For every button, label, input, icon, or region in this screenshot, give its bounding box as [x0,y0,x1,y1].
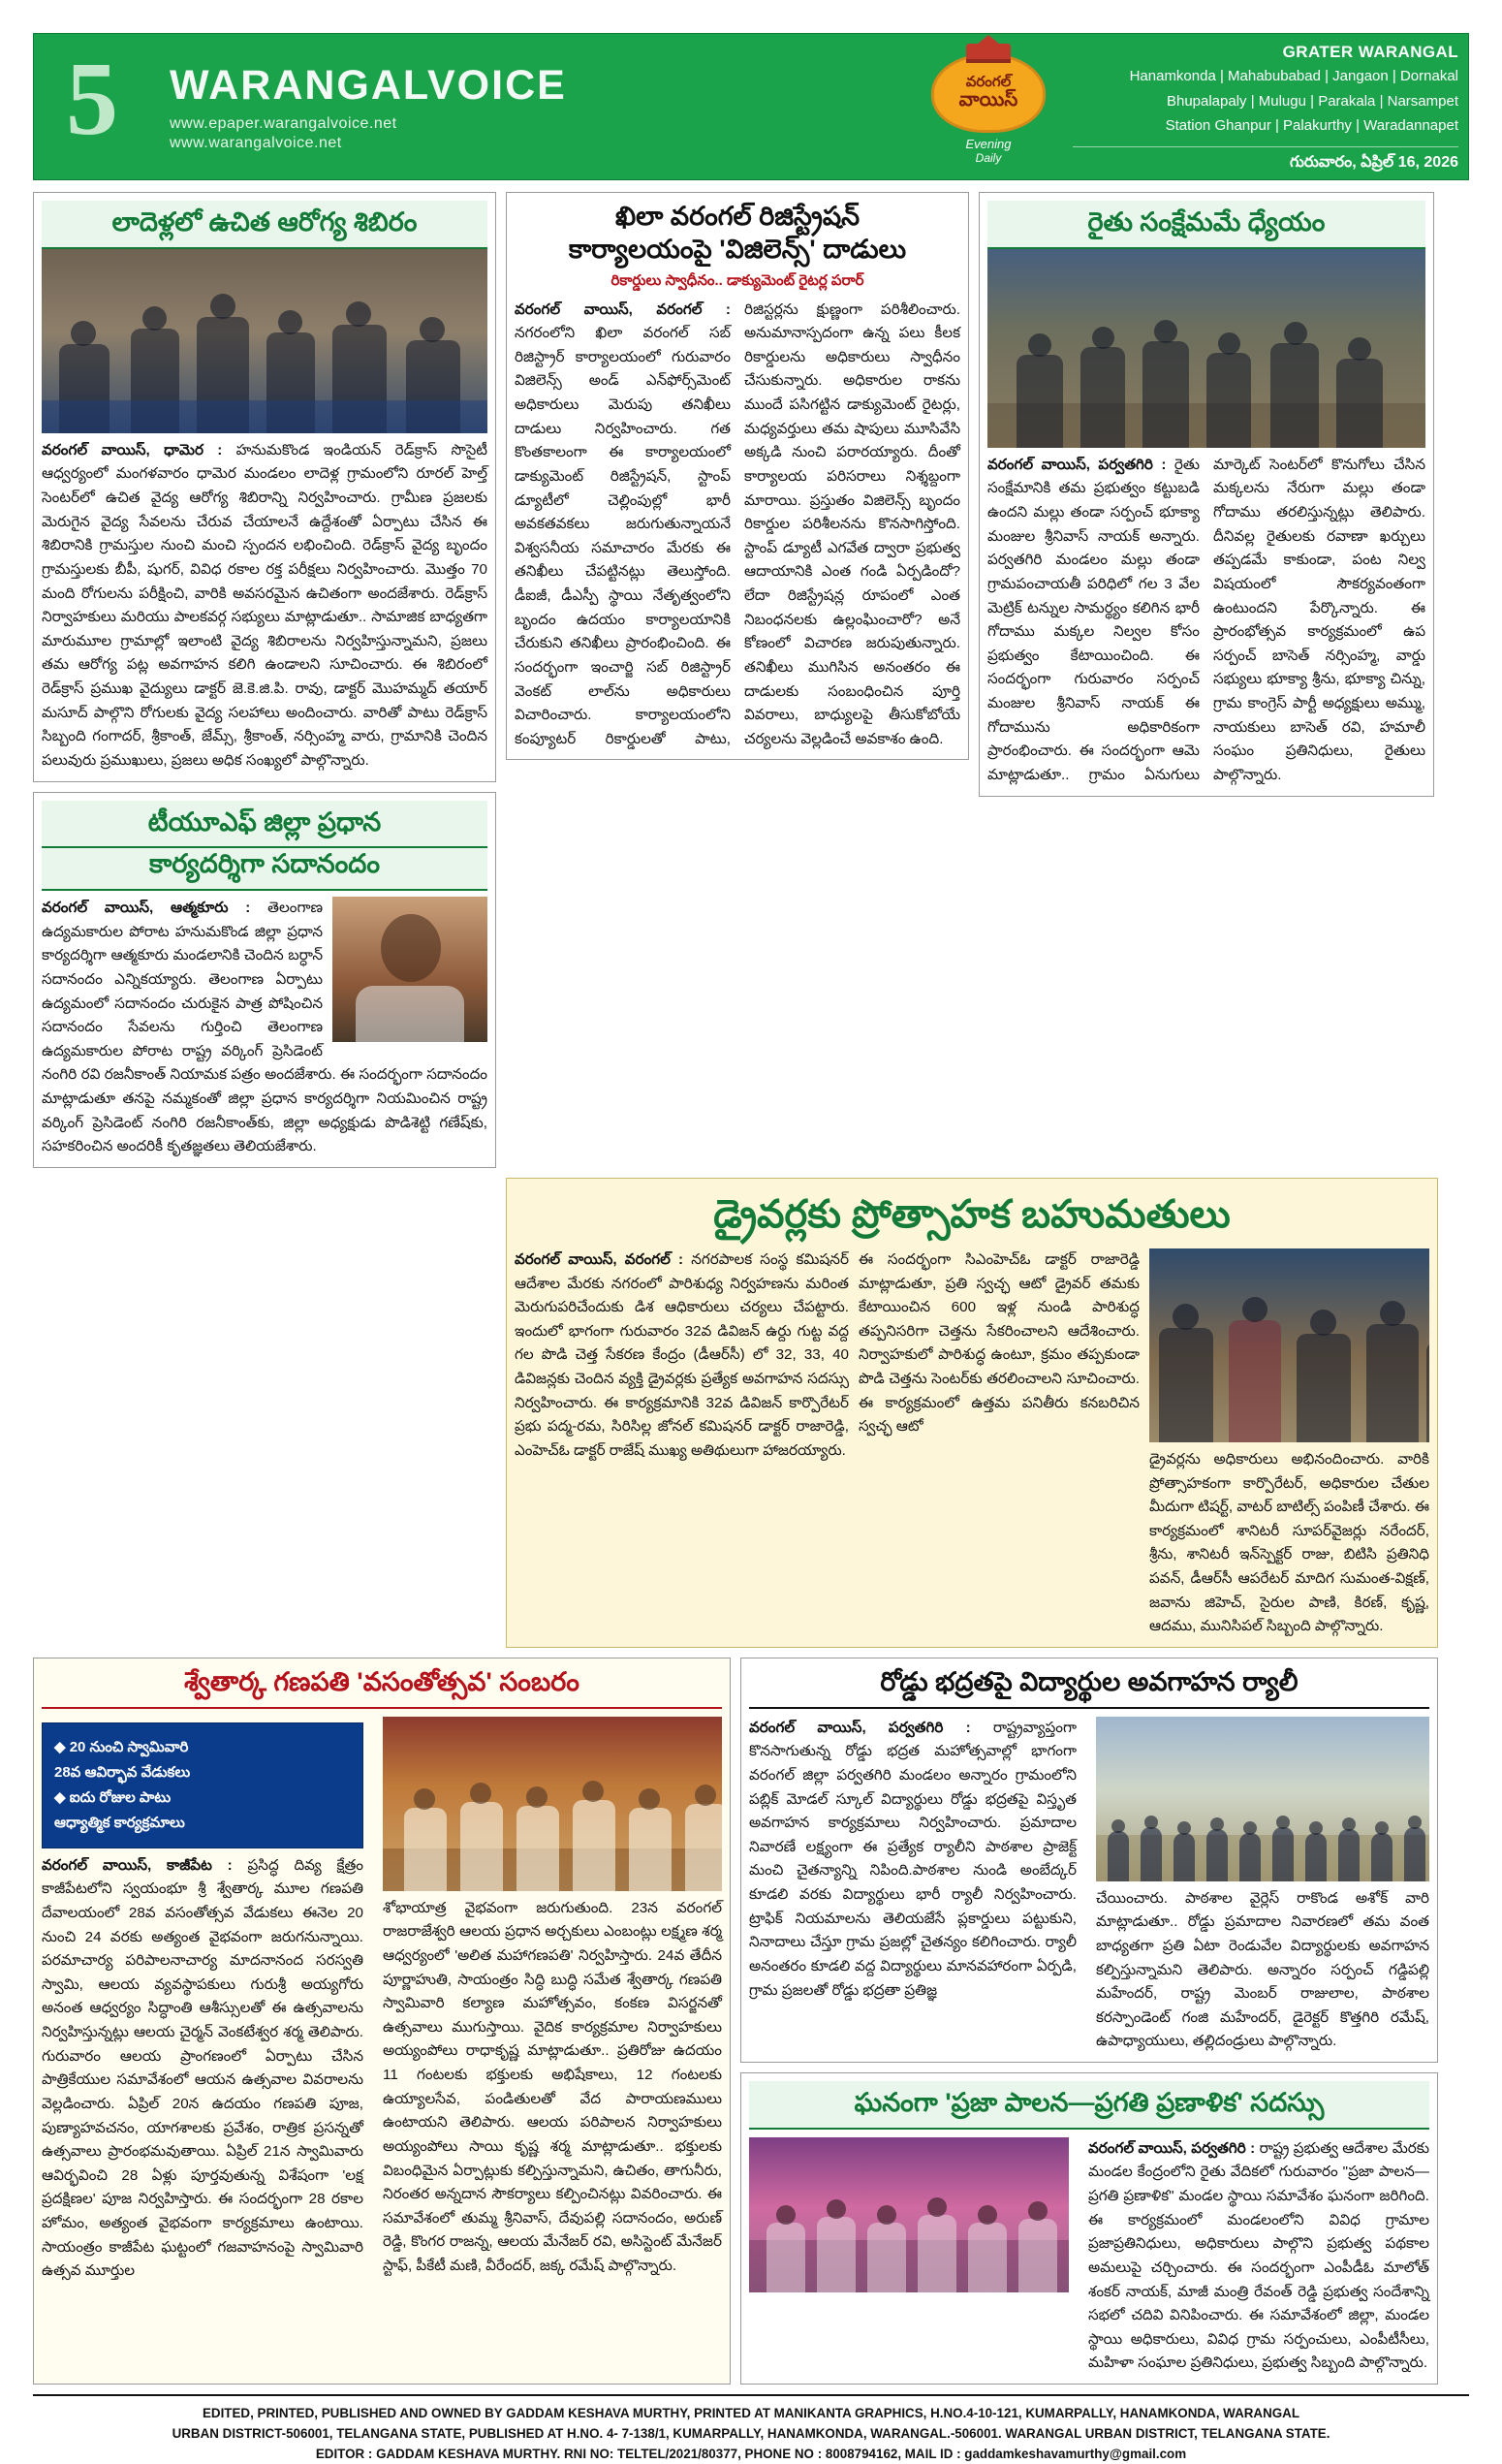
article-byline: వరంగల్ వాయిస్, ఆత్మకూరు : [42,900,251,916]
article-photo [42,249,487,433]
note-line-3: ◆ ఐదు రోజుల పాటు [54,1789,172,1807]
article-body-col-1 [515,1248,849,1464]
article-road-safety-rally [740,1658,1438,2063]
article-health-camp [33,192,496,782]
article-body-text: రైతు సంక్షేమానికి తమ ప్రభుత్వం కట్టుబడి ఉందని మల్లు తండా సర్పంచ్ భూక్యా మంజుల శ్రీనివాస్ నాయక్ అన్నారు. పర్వతగిరి మండలం మల్లు తండా గ్రామపంచాయతీ పరిధిలో గల 3 వేల మెట్రిక్ టన్నుల సామర్థ్యం కలిగిన భారీ గోదాము మక్కల నిల్వల కోసం ప్రభుత్వం కేటాయించింది. ఈ సందర్భంగా గురువారం సర్పంచ్ మంజుల శ్రీనివాస్ నాయక్ ఈ గోదామును అధికారికంగా ప్రారంభించారు. ఈ సందర్భంగా ఆమె మాట్లాడుతూ.. గ్రామం ఏనుగులు మార్కెట్ సెంటర్‌లో కొనుగోలు చేసిన మక్కలను నేరుగా మల్లు తండా గోదాము తరలిస్తున్నట్లు తెలిపారు. దీనివల్ల రైతులకు రవాణా ఖర్చులు తప్పడమే కాకుండా, పంట నిల్వ విషయంలో సౌకర్యవంతంగా ఉంటుందని పేర్కొన్నారు. ఈ ప్రారంభోత్సవ కార్యక్రమంలో ఉప సర్పంచ్ బాసెత్ నర్సింహ్మ, వార్డు సభ్యులు భూక్యా శ్రీను, భూక్యా చిన్ను, గ్రామ కాంగ్రెస్ పార్టీ అధ్యక్షులు అమ్ము, నాయకులు బాసెత్ రవి, హమాలీ సంఘం ప్రతినిధులు, రైతులు పాల్గొన్నారు. [987,456,1425,783]
article-byline: వరంగల్ వాయిస్, వరంగల్ : [515,1250,684,1268]
article-body [42,897,487,1159]
article-headline: రోడ్డు భద్రతపై విద్యార్థుల అవగాహన ర్యాలీ [749,1666,1429,1709]
article-byline: వరంగల్ వాయిస్, పర్వతగిరి : [1088,2139,1256,2157]
content-grid-row-3 [33,1658,1469,2385]
logo-line-1: వరంగల్ [965,74,1012,91]
highlight-note [42,1722,363,1848]
page-number: 5 [66,42,118,157]
note-line-1: ◆ 20 నుంచి స్వామివారి [54,1738,189,1755]
edition-date: గురువారం, ఏప్రిల్ 16, 2026 [1073,146,1458,174]
footer-line-1: EDITED, PRINTED, PUBLISHED AND OWNED BY GADDAM KESHAVA MURTHY, PRINTED AT MANIKANTA GRAPHICS, H.NO.4-10-121, KUMARPALLY, HANAMKONDA, WARANGAL [202,2406,1300,2420]
article-byline: వరంగల్ వాయిస్, ధామెర : [42,441,223,458]
masthead [33,33,1469,180]
article-body-text-1: నగరపాలక సంస్థ కమిషనర్ ఆదేశాల మేరకు నగరంలో పారిశుధ్య నిర్వహణను మరింత మెరుగుపరిచేందుకు డిశ ఆధికారులు చర్యలు చేపట్టారు. ఇందులో భాగంగా గురువారం 32వ డివిజన్ ఉర్దు గుట్ట వద్ద గల పొడి చెత్త సేకరణ కేంద్రం (డీఆర్‌సీ) లో 32, 33, 40 డివిజన్లకు చెందిన వ్యక్తి డ్రైవర్లకు ప్రత్యేక అవగాహన సదస్సు నిర్వహించారు. ఈ కార్యక్రమానికి 32వ డివిజన్ కార్పొరేటర్ ప్రభు పద్మ-రమ, సిరిసిల్ల జోనల్ కమిషనర్ డాక్టర్ రాజారెడ్డి, ఎంహెచ్‌ఓ డాక్టర్ రాజేష్ ముఖ్య అతిథులుగా హాజరయ్యారు. [515,1250,849,1459]
website-url[interactable]: www.warangalvoice.net [170,134,342,151]
article-body-col-2: శోభాయాత్ర వైభవంగా జరుగుతుంది. 23న వరంగల్ రాజరాజేశ్వరి ఆలయ ప్రధాన అర్చకులు ఎంబంట్లు లక్ష్మణ శర్మ ఆధ్వర్యంలో 'అలిత మహాగణపతి' నిర్వహిస్తారు. 24వ తేదీన పూర్ణాహుతి, సాయంత్రం సిద్ధి బుద్ధి సమేత శ్వేతార్క గణపతి స్వామివారి కల్యాణ మహోత్సవం, కంకణ విసర్జనతో ఉత్సవాలు ముగుస్తాయి. వైదిక కార్యక్రమాల నిర్వాహకులు అయ్యంపోలు రాధాకృష్ణ మాట్లాడుతూ.. ప్రతిరోజు ఉదయం 11 గంటలకు భక్తులకు అభిషేకాలు, 12 గంటలకు ఉయ్యాలసేవ, పండితులతో వేద పారాయణములు ఉంటాయని తెలిపారు. ఆలయ పరిపాలన నిర్వాహకులు అయ్యంపోలు సాయి కృష్ణ శర్మ మాట్లాడుతూ.. భక్తులకు విబంధిమైన ఏర్పాట్లుకు కల్పిస్తున్నామని, ఉచితం, తాగునీరు, నిరంతర అన్నదాన సౌకర్యాలు కల్పించినట్లు వివరించారు. ఈ సమావేశంలో తుమ్మ శ్రీనివాస్, దేవుపల్లి సదానందం, అరుణ్ రెడ్డి, కొంగర రాజన్న, ఆలయ మేనేజర్ రవి, అసిస్టెంట్ మేనేజర్ స్టాఫ్, పీకేటీ మణి, వీరేందర్, జక్క రమేష్ పాల్గొన్నారు. [383,1899,722,2274]
article-body-text-1: ప్రసిద్ధ దివ్య క్షేత్రం కాజీపేటలోని స్వయంభూ శ్రీ శ్వేతార్క మూల గణపతి దేవాలయంలో 28వ వసంతోత్సవ వేడుకలు ఈనెల 20 నుంచి 24 వరకు అత్యంత వైభవంగా జరుగనున్నాయి. పరమాచార్య పరిపాలనాచార్య మాదనానంద సరస్వతి స్వామి, ఆలయ వ్యవస్థాపకులు గురుశ్రీ అయ్యగోరు అనంత ఆధ్వర్యం సిద్ధాంతి ఆశీస్సులతో ఈ ఉత్సవాలను నిర్వహిస్తున్నట్లు ఆలయ చైర్మన్ వెంకటేశ్వర శర్మ తెలిపారు. గురువారం ఆలయ ప్రాంగణంలో ఏర్పాటు చేసిన పాత్రికేయుల సమావేశంలో ఆయన ఉత్సవాల వివరాలను వెల్లడించారు. ఏప్రిల్ 20న ఉదయం గణపతి పూజ, పుణ్యాహవచనం, యాగశాలకు ప్రవేశం, రాత్రిక ప్రసన్నతో ఉత్సవాలు ప్రారంభమవుతాయి. ఏప్రిల్ 21న స్వామివారు ఆవిర్భవించి 28 ఏళ్లు పూర్తవుతున్న విశేషంగా 'లక్ష ప్రదక్షిణల' పూజ నిర్వహిస్తారు. ఈ సందర్భంగా 28 రకాల హోమం, అత్యంత వైభవంగా కార్యక్రమాలు ఉంటాయి. సాయంత్రం కాజీపేట ఘట్టంలో గజవాహనంపై స్వామివారి ఉత్సవ మూర్తుల [42,1856,363,2280]
article-headline: లాదెళ్లలో ఉచిత ఆరోగ్య శిబిరం [42,201,487,249]
article-subheadline: రికార్డులు స్వాధీనం.. డాక్యుమెంట్ రైటర్ల పరార్ [610,271,864,289]
column-center [506,192,969,1168]
article-vigilance-raid [506,192,969,760]
logo [916,34,1061,179]
epaper-url[interactable]: www.epaper.warangalvoice.net [170,114,397,132]
article-tuf-secretary [33,792,496,1168]
article-body-text: తెలంగాణ ఉద్యమకారుల పోరాట హనుమకొండ జిల్లా ప్రధాన కార్యదర్శిగా ఆత్మకూరు మండలానికి చెందిన బర్ధాన్ సదానందం ఎన్నికయ్యారు. తెలంగాణ ఏర్పాటు ఉద్యమంలో సదానందం చురుకైన పాత్ర పోషించిన సదానందం సేవలను గుర్తించి తెలంగాణ ఉద్యమకారుల పోరాట రాష్ట్ర వర్కింగ్ ప్రెసిడెంట్ నంగిరి రవి రజనీకాంత్ నియామక పత్రం అందజేశారు. ఈ సందర్భంగా సదానందం మాట్లాడుతూ తనపై నమ్మకంతో జిల్లా ప్రధాన కార్యదర్శిగా నియమించిన రాష్ట్ర వర్కింగ్ ప్రెసిడెంట్ నంగిరి రజనీకాంత్‌కు, జిల్లా అధ్యక్షుడు పొడిశెట్టి గణేష్‌కు, సహకరించిన అందరికీ కృతజ్ఞతలు తెలియజేశారు. [42,900,487,1155]
article-photo [987,249,1425,448]
article-content [749,1717,1429,2054]
article-headline: డ్రైవర్లకు ప్రోత్సాహక బహుమతులు [713,1192,1231,1236]
logo-badge [931,53,1046,133]
article-body-text-1: రాష్ట్రవ్యాప్తంగా కొనసాగుతున్న రోడ్డు భద్రత మహోత్సవాల్లో భాగంగా వరంగల్ జిల్లా పర్వతగిరి మండలం అన్నారం గ్రామంలోని పబ్లిక్ మోడల్ స్కూల్ విద్యార్థులు రోడ్డు భద్రతపై విస్తృత అవగాహన కార్యక్రమాలు నిర్వహించారు. ప్రమాదాల నివారణే లక్ష్యంగా ఈ ప్రత్యేక ర్యాలీని పాఠశాల ప్రాజెక్ట్ మంచి చైతన్యాన్ని నిపింది.పాఠశాల నుండి అంబేద్కర్ కూడలి వరకు విద్యార్థులు భారీ ర్యాలీ నిర్వహించారు. ట్రాఫిక్ నియమాలను తెలియజేసే ప్లకార్డులు పట్టుకుని, నినాదాలు చేస్తూ గ్రామ ప్రజల్లో చైతన్యం కలిగించారు. ర్యాలీ అనంతరం కూడలి వద్ద విద్యార్థులు మానవహారంగా ఏర్పడి, గ్రామ ప్రజలతో రోడ్డు భద్రతా ప్రతిజ్ఞ [749,1719,1077,1999]
note-line-2: 28వ ఆవిర్భావ వేడుకలు [54,1763,191,1781]
content-grid-row-2 [33,1178,1469,1648]
article-driver-awards [506,1178,1438,1648]
article-ganapathi-festival [33,1658,731,2385]
page-footer [33,2394,1469,2464]
article-photo [383,1717,722,1891]
note-line-4: ఆధ్యాత్మిక కార్యక్రమాలు [54,1815,185,1832]
article-body [515,299,960,752]
article-byline: వరంగల్ వాయిస్, కాజీపేట : [42,1856,233,1874]
logo-subtitle: Evening [965,136,1012,151]
article-content [42,1717,722,2284]
article-headline-line-1: ఖిలా వరంగల్ రిజిస్ట్రేషన్ [614,202,861,231]
region-towns-1: Hanamkonda | Mahabubabad | Jangaon | Dornakal [1129,67,1458,84]
article-photo [1096,1717,1429,1881]
article-body-text: హనుమకొండ ఇండియన్ రెడ్‌క్రాస్ సొసైటీ ఆధ్వర్యంలో మంగళవారం ధామెర మండలం లాదెళ్ల గ్రామంలోని రూరల్ హెల్త్ సెంటర్‌లో ఉచిత వైద్య ఆరోగ్య శిబిరాన్ని నిర్వహించారు. గ్రామీణ ప్రజలకు మెరుగైన వైద్య సేవలను చేరువ చేయాలనే ఉద్దేశంతో ఏర్పాటు చేసిన ఈ శిబిరానికి గ్రామస్తుల నుంచి మంచి స్పందన లభించింది. రెడ్‌క్రాస్ వైద్య బృందం గ్రామస్తులకు బీపీ, షుగర్, వివిధ రకాల రక్త పరీక్షలు నిర్వహించారు. మొత్తం 70 మంది రోగులను పరీక్షించి, వారికి అవసరమైన ఉచితంగా అందజేశారు. రెడ్‌క్రాస్ నిర్వాహకులు మరియు పాలకవర్గ సభ్యులు మాట్లాడుతూ.. సామాజిక బాధ్యతగా మారుమూల గ్రామాల్లో ఇలాంటి వైద్య శిబిరాలను నిర్వహిస్తున్నామని, ప్రజలు తమ ఆరోగ్య పట్ల అవగాహన కలిగి ఉండాలని సూచించారు. ఈ శిబిరంలో రెడ్‌క్రాస్ ప్రముఖ వైద్యులు డాక్టర్ జె.కె.జి.పి. రావు, డాక్టర్ మొహమ్మద్ తయార్ మసూద్ పాల్గొని రోగులకు వైద్య సలహాలు అందించారు. వారితో పాటు రెడ్‌క్రాస్ సిబ్బంది గంగాదర్, శ్రీకాంత్, జేమ్స్, శ్రీకాంత్, నర్సింహ్మ వారు, గ్రామానికి చెందిన పలువురు ప్రముఖులు, ప్రజలు అధిక సంఖ్యలో పాల్గొన్నారు. [42,441,487,769]
logo-subtitle-2: Daily [975,150,1002,165]
masthead-title-block [150,34,916,179]
article-photo [1149,1248,1429,1442]
article-body-col-3: డ్రైవర్లను అధికారులు అభినందించారు. వారికి ప్రోత్సాహకంగా కార్పొరేటర్, అధికారుల చేతుల మీదుగా టిషర్ట్, వాటర్ బాటిల్స్ పంపిణీ చేశారు. ఈ కార్యక్రమంలో శానిటరీ సూపర్‌వైజర్లు నరేందర్, శ్రీను, శానిటరీ ఇన్‌స్పెక్టర్ రాజు, బిటిసి ప్రతినిధి పవన్, డీఆర్‌సీ ఆపరేటర్ మాదిగ సుమంత-విక్షణ్, జవాను జిహెచ్, సైరుల పాణి, కిరణ్, కృష్ణ, ఆదము, మునిసిపల్ సిబ్బంది పాల్గొన్నారు. [1149,1450,1429,1635]
article-body [1088,2137,1429,2376]
masthead-region-block [1061,34,1468,179]
column-right-lower [740,1658,1438,2385]
article-body [42,439,487,774]
article-headline-line-2: కార్యదర్శిగా సదానందం [42,848,487,891]
article-headline: ఘనంగా 'ప్రజా పాలన—ప్రగతి ప్రణాళిక' సదస్సు [749,2081,1429,2130]
article-portrait-photo [332,897,487,1042]
footer-line-2: URBAN DISTRICT-506001, TELANGANA STATE, PUBLISHED AT H.NO. 4- 7-138/1, KUMARPALLY, HANAMKONDA, WARANGAL.-506001. WARANGAL URBAN DISTRICT, TELANGANA STATE. [172,2425,1330,2441]
article-praja-palana [740,2072,1438,2385]
article-body-text: నగరంలోని ఖిలా వరంగల్ సబ్ రిజిస్ట్రార్ కార్యాలయంలో గురువారం విజిలెన్స్ అండ్ ఎన్‌ఫోర్స్‌మెంట్ అధికారులు మెరుపు తనిఖీలు దాడులు నిర్వహించారు. గత కొంతకాలంగా ఈ కార్యాలయంలో డాక్యుమెంట్ రిజిస్ట్రేషన్, స్టాంప్ డ్యూటీలో చెల్లింపుల్లో భారీ అవకతవకలు జరుగుతున్నాయనే విశ్వసనీయ సమాచారం మేరకు ఈ తనిఖీలు చేపట్టినట్లు తెలుస్తోంది. డీఐజీ, డీఎస్పీ స్థాయి నేతృత్వంలోని బృందం ఉదయం కార్యాలయానికి చేరుకుని తనిఖీలు ప్రారంభించింది. ఈ సందర్భంగా ఇంచార్జి సబ్ రిజిస్ట్రార్ వెంకట్ లాల్‌ను అధికారులు విచారించారు. కార్యాలయంలోని కంప్యూటర్ రికార్డులతో పాటు, రిజిస్టర్లను క్షుణ్ణంగా పరిశీలించారు. అనుమానాస్పదంగా ఉన్న పలు కీలక రికార్డులను అధికారులు స్వాధీనం చేసుకున్నారు. అధికారుల రాకను ముందే పసిగట్టిన డాక్యుమెంట్ రైటర్లు, మధ్యవర్తులు తమ షాపులు మూసివేసి అక్కడి నుంచి పరారయ్యారు. దీంతో కార్యాలయ పరిసరాలు నిశ్శబ్దంగా మారాయి. ప్రస్తుతం విజిలెన్స్ బృందం రికార్డుల పరిశీలనను కొనసాగిస్తోంది. స్టాంప్ డ్యూటీ ఎగవేత ద్వారా ప్రభుత్వ ఆదాయానికి ఎంత గండి ఏర్పడిందో? లేదా రిజిస్ట్రేషన్ల రూపంలో ఎంత నిబంధనలకు ఉల్లంఘించారో? అనే కోణంలో విచారణ జరుపుతున్నారు. తనిఖీలు ముగిసిన అనంతరం ఈ దాడులకు సంబంధించిన పూర్తి వివరాలు, బాధ్యులపై తీసుకోబోయే చర్యలను వెల్లడించే అవకాశం ఉంది. [515,300,960,747]
article-headline-line-1: టీయూఎఫ్ జిల్లా ప్రధాన [42,801,487,849]
publication-title: WARANGALVOICE [170,61,567,109]
region-towns-2: Bhupalapaly | Mulugu | Parakala | Narsampet [1166,92,1458,110]
logo-line-2: వాయిస్ [958,88,1018,111]
article-body-col-2: ఈ సందర్భంగా సిఎంహెచ్‌ఓ డాక్టర్ రాజారెడ్డి మాట్లాడుతూ, ప్రతి స్వచ్ఛ ఆటో డ్రైవర్ తమకు కేటాయించిన 600 ఇళ్ల నుండి పారిశుద్ధ తప్పనిసరిగా చెత్తను సేకరించాలని ఆదేశించారు. నిర్వాహకులో పారిశుద్ధ ఉంటూ, క్రమం తప్పకుండా పొడి చెత్తను సెంటర్‌కు తరలించాలని సూచించారు. ఈ కార్యక్రమంలో ఉత్తమ పనితీరు కనబరిచిన స్వచ్ఛ ఆటో [859,1250,1140,1436]
article-byline: వరంగల్ వాయిస్, వరంగల్ : [515,300,731,318]
content-grid-row-1 [33,192,1469,1168]
article-content [515,1248,1429,1639]
article-body-text: రాష్ట్ర ప్రభుత్వ ఆదేశాల మేరకు మండల కేంద్రంలోని రైతు వేదికలో గురువారం "ప్రజా పాలన—ప్రగతి ప్రణాళిక" మండల స్థాయి సమావేశం ఘనంగా జరిగింది. ఈ కార్యక్రమంలో మండలంలోని వివిధ గ్రామాల ప్రజాప్రతినిధులు, అధికారులు పాల్గొని ప్రభుత్వ పథకాల అమలుపై చర్చించారు. ఈ సందర్భంగా ఎంపీడీఓ మాలోత్ శంకర్ నాయక్, మాజీ మంత్రి రేవంత్ రెడ్డి ప్రభుత్వ సందేశాన్ని సభలో చదివి వినిపించారు. ఈ సమావేశంలో జిల్లా, మండల స్థాయి అధికారులు, వివిధ గ్రామ సర్పంచులు, ఎంపీటీసీలు, మహిళా సంఘాల ప్రతినిధులు, ప్రభుత్వ సిబ్బంది పాల్గొన్నారు. [1088,2139,1429,2372]
article-body-col-2: చేయించారు. పాఠశాల వైర్లెస్ రాకొండ అశోక్ వారి మాట్లాడుతూ.. రోడ్డు ప్రమాదాల నివారణలో తమ వంత బాధ్యతగా ప్రతి ఏటా రెండువేల విద్యార్థులకు అవగాహన కల్పిస్తున్నామని తెలిపారు. అన్నారం సర్పంచ్ గడ్డిపల్లి మహేందర్, రాష్ట్ర మెంబర్ రాజులాల, పాఠశాల కరస్పాండెంట్ గంజి మహేందర్, డైరెక్టర్ కొత్తగిరి రమేష్, ఉపాధ్యాయులు, తల్లిదండ్రులు పాల్గొన్నారు. [1096,1889,1429,2050]
article-body-col-1 [749,1717,1077,2004]
article-headline: శ్వేతార్క గణపతి 'వసంతోత్సవ' సంబరం [42,1666,722,1709]
article-headline: రైతు సంక్షేమమే ధ్యేయం [987,201,1425,249]
column-right [979,192,1434,1168]
article-content [749,2137,1429,2376]
region-towns-3: Station Ghanpur | Palakurthy | Waradannapet [1165,117,1458,135]
article-body-col-1 [42,1854,363,2284]
article-farmer-welfare [979,192,1434,797]
article-headline-line-2: కార్యాలయంపై 'విజిలెన్స్' దాడులు [568,234,907,264]
footer-line-3: EDITOR : GADDAM KESHAVA MURTHY. RNI NO: TELTEL/2021/80377, PHONE NO : 8008794162, MAIL ID : gaddamkeshavamurthy@gmail.com [315,2446,1187,2461]
article-byline: వరంగల్ వాయిస్, పర్వతగిరి : [749,1719,971,1736]
article-photo [749,2137,1069,2292]
region-title: GRATER WARANGAL [1282,42,1458,61]
article-byline: వరంగల్ వాయిస్, పర్వతగిరి : [987,456,1167,473]
column-left [33,192,496,1168]
article-body [987,454,1425,788]
temple-icon [966,44,1011,63]
